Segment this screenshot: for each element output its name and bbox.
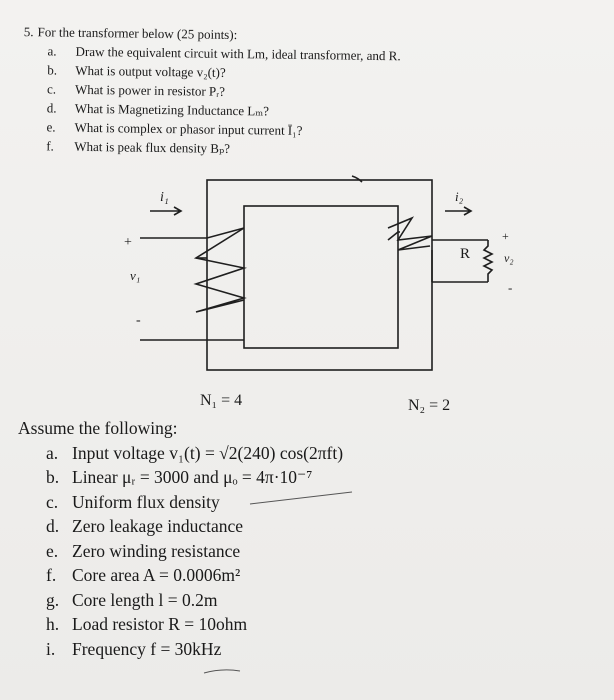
v2-label: v₂ — [504, 251, 514, 265]
assumption-item: i. Frequency f = 30kHz — [46, 638, 222, 659]
output-minus-sign: - — [508, 280, 513, 295]
n1-label: N₁ = 4 — [200, 392, 243, 409]
question-item: c. What is power in resistor Pᵣ? — [46, 81, 226, 99]
assumption-item: g. Core length l = 0.2m — [46, 589, 218, 610]
question-item: d. What is Magnetizing Inductance Lₘ? — [46, 100, 270, 119]
i2-label: i₂ — [455, 189, 464, 204]
i1-label: i₁ — [160, 190, 169, 205]
question-item: b. What is output voltage v₂(t)? — [47, 62, 226, 80]
v1-label: v₁ — [130, 268, 141, 283]
output-plus-sign: + — [502, 229, 509, 243]
assumption-item: a. Input voltage v₁(t) = √2(240) cos(2πft) — [46, 442, 344, 463]
assumption-item: f. Core area A = 0.0006m² — [46, 565, 241, 585]
question-item: e. What is complex or phasor input current Ī₁? — [46, 119, 303, 138]
problem-number: 5. — [23, 24, 34, 40]
assumption-item: e. Zero winding resistance — [46, 540, 241, 561]
assumptions-title: Assume the following: — [18, 418, 178, 438]
assumption-item: c. Uniform flux density — [46, 491, 220, 512]
question-item: a. Draw the equivalent circuit with Lm, ideal transformer, and R. — [47, 43, 401, 64]
resistor-label: R — [460, 246, 471, 262]
question-item: f. What is peak flux density Bₚ? — [46, 138, 231, 156]
input-minus-sign: - — [136, 313, 141, 328]
assumption-item: d. Zero leakage inductance — [46, 516, 244, 536]
input-plus-sign: + — [124, 235, 132, 250]
problem-header-text: For the transformer below (25 points): — [37, 24, 238, 43]
n2-label: N₂ = 2 — [408, 397, 451, 414]
assumption-item: h. Load resistor R = 10ohm — [46, 614, 248, 634]
assumption-item: b. Linear μᵣ = 3000 and μₒ = 4π·10⁻⁷ — [46, 467, 313, 487]
